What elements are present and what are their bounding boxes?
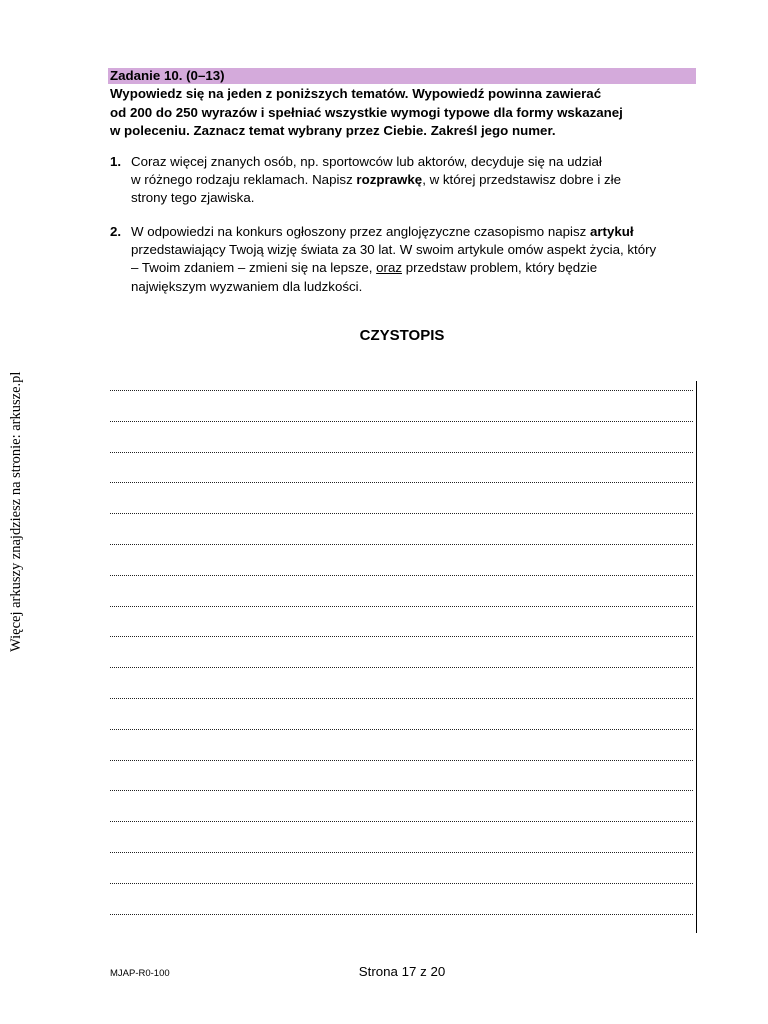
writing-line[interactable] — [110, 390, 693, 391]
topic-line: strony tego zjawiska. — [131, 190, 255, 206]
topic-text-part: przedstaw problem, który będzie — [402, 260, 598, 276]
exam-code: MJAP-R0-100 — [110, 968, 170, 979]
writing-line[interactable] — [110, 883, 693, 884]
task-instruction — [110, 85, 710, 141]
writing-line[interactable] — [110, 698, 693, 699]
instruction-line: w poleceniu. Zaznacz temat wybrany przez Ciebie. Zakreśl jego numer. — [110, 123, 556, 138]
topic-text-part: – Twoim zdaniem – zmieni się na lepsze, — [131, 260, 377, 276]
topic-underlined-word: oraz — [376, 260, 402, 276]
writing-line[interactable] — [110, 852, 693, 853]
topic-text — [131, 153, 711, 208]
topic-text-part: w różnego rodzaju reklamach. Napisz — [131, 172, 357, 188]
writing-line[interactable] — [110, 575, 693, 576]
writing-line[interactable] — [110, 636, 693, 637]
topic-form-keyword: rozprawkę — [356, 172, 423, 188]
writing-line[interactable] — [110, 513, 693, 514]
writing-line[interactable] — [110, 914, 693, 915]
topic-text-part: , w której przedstawisz dobre i złe — [422, 172, 621, 188]
topic-line: przedstawiający Twoją wizję świata za 30 lat. W swoim artykule omów aspekt życia, który — [131, 242, 657, 258]
writing-line[interactable] — [110, 760, 693, 761]
writing-line[interactable] — [110, 421, 693, 422]
topic-line — [131, 259, 711, 277]
topic-line — [131, 223, 711, 241]
writing-line[interactable] — [110, 667, 693, 668]
instruction-line: Wypowiedz się na jeden z poniższych tematów. Wypowiedź powinna zawierać — [110, 86, 602, 101]
instruction-line: od 200 do 250 wyrazów i spełniać wszystkie wymogi typowe dla formy wskazanej — [110, 104, 623, 120]
section-title: CZYSTOPIS — [359, 327, 445, 344]
writing-line[interactable] — [110, 482, 693, 483]
topic-number[interactable]: 1. — [110, 154, 122, 169]
writing-line[interactable] — [110, 790, 693, 791]
writing-line[interactable] — [110, 544, 693, 545]
topic-form-keyword: artykuł — [589, 224, 634, 239]
writing-line[interactable] — [110, 606, 693, 607]
topic-line — [131, 171, 711, 189]
topic-number[interactable]: 2. — [110, 224, 122, 239]
writing-line[interactable] — [110, 729, 693, 730]
writing-line[interactable] — [110, 821, 693, 822]
margin-rule — [696, 381, 697, 933]
topic-line: największym wyzwaniem dla ludzkości. — [131, 278, 363, 294]
task-header: Zadanie 10. (0–13) — [108, 68, 696, 84]
page-number: Strona 17 z 20 — [358, 964, 446, 979]
topic-line: Coraz więcej znanych osób, np. sportowców lub aktorów, decyduje się na udział — [131, 154, 602, 169]
side-note-watermark: Więcej arkuszy znajdziesz na stronie: arkusze.pl — [8, 371, 24, 652]
topic-text-part: W odpowiedzi na konkurs ogłoszony przez anglojęzyczne czasopismo napisz — [131, 224, 590, 239]
writing-line[interactable] — [110, 452, 693, 453]
topic-text — [131, 223, 711, 296]
